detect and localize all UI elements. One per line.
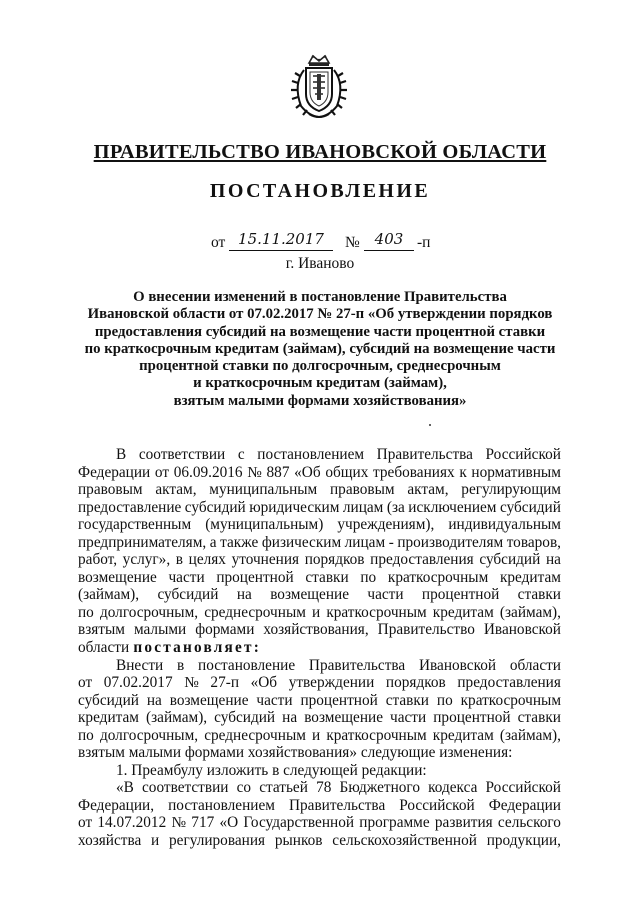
paragraph-quote — [78, 779, 561, 849]
number-underline — [364, 250, 414, 251]
word: № — [171, 814, 187, 832]
subject-line: предоставления субсидий на возмещение части процентной ставки — [94, 323, 546, 340]
government-title: ПРАВИТЕЛЬСТВО ИВАНОВСКОЙ ОБЛАСТИ — [93, 141, 547, 163]
subject-line: и краткосрочным кредитам (займам), — [193, 375, 447, 392]
body-line — [78, 464, 561, 482]
body-line — [78, 832, 561, 850]
word: «О — [219, 814, 239, 832]
word: сельского — [497, 814, 561, 832]
document-type: ПОСТАНОВЛЕНИЕ — [209, 180, 431, 202]
word: части — [256, 691, 293, 709]
word: нормативным — [471, 463, 561, 481]
word: исключением — [408, 498, 497, 516]
word: «Об — [250, 674, 278, 692]
word: предоставления — [370, 551, 474, 569]
word: статьей — [259, 779, 308, 797]
word: части — [168, 568, 205, 586]
number-prefix: № — [345, 234, 360, 251]
word: муниципальным — [209, 481, 318, 499]
body-line — [78, 534, 561, 552]
word: Федерации — [78, 463, 151, 481]
word: - — [388, 533, 394, 551]
word: среднесрочным — [204, 603, 306, 621]
word: формами — [195, 621, 255, 639]
word: правовым — [330, 481, 395, 499]
word: на — [282, 709, 298, 727]
body-line — [78, 499, 561, 517]
word: государственным — [78, 516, 192, 534]
word: постановлением — [168, 796, 275, 814]
word: краткосрочным — [387, 568, 489, 586]
stray-mark — [429, 424, 431, 426]
body-text: взятым малыми формами хозяйствования» следующие изменения: — [78, 744, 513, 762]
word: 14.07.2012 — [97, 814, 167, 832]
word: долгосрочным, — [99, 603, 199, 621]
body-line — [78, 551, 561, 569]
word: требованиях — [373, 463, 455, 481]
word: ставки — [305, 568, 349, 586]
word: долгосрочным, — [99, 726, 199, 744]
word: краткосрочным — [326, 726, 427, 744]
word: кредитам — [432, 603, 494, 621]
subject-line: Ивановской области от 07.02.2017 № 27-п «Об утверждении порядков — [87, 306, 553, 323]
word: процентной — [421, 586, 500, 604]
word: по — [360, 568, 377, 586]
word: рынков — [274, 832, 323, 850]
word: работ, — [78, 551, 118, 569]
body-line — [78, 481, 561, 499]
word: хозяйствования, — [263, 621, 369, 639]
word: взятым — [78, 621, 125, 639]
word: кредитам — [78, 709, 139, 727]
word: развития — [434, 814, 493, 832]
word: и — [151, 832, 160, 850]
word: процентной — [216, 568, 294, 586]
word: (займам), — [146, 709, 208, 727]
body-line — [78, 621, 561, 639]
word: Российской — [485, 446, 561, 463]
word: с — [237, 446, 245, 463]
document-subject — [80, 289, 560, 410]
word: от — [154, 463, 170, 481]
subject-line: взятым малыми формами хозяйствования» — [173, 392, 467, 409]
word: и — [312, 726, 321, 744]
date-underline — [229, 250, 333, 251]
word: субсидий — [157, 586, 219, 604]
word: целях — [188, 551, 226, 569]
body-line — [78, 586, 561, 604]
word: на — [146, 691, 162, 709]
body-line — [78, 516, 561, 534]
word: краткосрочным — [460, 691, 561, 709]
word: области — [509, 656, 561, 674]
word: услуг», — [122, 551, 171, 569]
date-prefix: от — [211, 234, 226, 251]
word: порядков — [385, 674, 446, 692]
word: возмещение — [169, 691, 249, 709]
number-suffix: -п — [417, 234, 431, 251]
word: также — [220, 533, 259, 551]
resolution-word: постановляет: — [133, 639, 262, 657]
word: 717 — [191, 814, 215, 832]
body-line — [78, 744, 561, 762]
word: Правительства — [376, 446, 473, 463]
word: Российской — [399, 796, 475, 814]
word: Внести — [116, 656, 164, 674]
body-text: области — [78, 639, 130, 657]
word: физическим — [261, 533, 342, 551]
body-line — [78, 727, 561, 745]
word: субсидий — [499, 498, 561, 516]
word: Российской — [485, 779, 561, 797]
word: в — [177, 656, 185, 674]
word: возмещение — [304, 709, 383, 727]
word: постановлением — [257, 446, 365, 463]
body-line — [78, 709, 561, 727]
item-1 — [78, 762, 561, 780]
word: субсидий — [479, 551, 541, 569]
word: № — [184, 674, 199, 692]
word: кредитам — [499, 568, 561, 586]
word: (муниципальным) — [205, 516, 324, 534]
coat-of-arms-icon — [287, 54, 351, 120]
word: товаров, — [506, 533, 561, 551]
word: регулирования — [169, 832, 266, 850]
word: процентной — [433, 709, 511, 727]
word: продукции, — [486, 832, 561, 850]
word: уточнения — [231, 551, 300, 569]
subject-line: процентной ставки по долгосрочным, среднесрочным — [139, 358, 501, 375]
word: субсидий — [78, 691, 139, 709]
word: от — [78, 814, 93, 832]
word: регулирующим — [461, 481, 561, 499]
word: части — [367, 586, 404, 604]
word: общих — [325, 463, 369, 481]
word: Федерации, — [78, 796, 155, 814]
word: на — [236, 586, 252, 604]
word: актам, — [407, 481, 449, 499]
word: Федерации — [488, 796, 561, 814]
word: хозяйства — [78, 832, 142, 850]
word: малыми — [133, 621, 187, 639]
document-number: 403 — [374, 230, 404, 248]
word: по — [78, 726, 94, 744]
word: 27-п — [210, 674, 239, 692]
word: по — [436, 691, 453, 709]
word: ставки — [517, 586, 561, 604]
word: индивидуальным — [448, 516, 561, 534]
word: учреждениям), — [337, 516, 435, 534]
body-line — [78, 569, 561, 587]
word: а — [209, 533, 217, 551]
word: лицам — [344, 533, 386, 551]
word: со — [236, 779, 252, 797]
word: предпринимателям, — [78, 533, 207, 551]
word: среднесрочным — [204, 726, 306, 744]
body-line — [78, 779, 561, 797]
document-body — [78, 446, 561, 850]
body-text: 1. Преамбулу изложить в следующей редакции: — [116, 761, 427, 779]
paragraph-preamble — [78, 446, 561, 657]
word: по — [78, 603, 94, 621]
word: соответствии — [142, 779, 229, 797]
word: правовым — [78, 481, 143, 499]
word: Ивановской — [483, 621, 561, 639]
word: и — [312, 603, 321, 621]
body-line — [78, 814, 561, 832]
word: краткосрочным — [326, 603, 427, 621]
word: программе — [359, 814, 430, 832]
word: соответствии — [138, 446, 226, 463]
body-line — [78, 604, 561, 622]
word: возмещение — [78, 568, 157, 586]
word: от — [78, 674, 93, 692]
document-date: 15.11.2017 — [238, 230, 324, 248]
word: сельскохозяйственной — [332, 832, 477, 850]
word: субсидий — [184, 498, 246, 516]
word: в — [175, 551, 184, 569]
word: Государственной — [243, 814, 355, 832]
city-name: г. Иваново — [285, 255, 355, 272]
subject-line: по краткосрочным кредитам (займам), субсидий на возмещение части — [84, 340, 556, 357]
word: (займам), — [78, 586, 140, 604]
word: (займам), — [499, 603, 561, 621]
word: № — [247, 463, 262, 481]
word: «В — [116, 779, 134, 797]
subject-line: О внесении изменений в постановление Правительства — [133, 289, 507, 305]
body-line — [78, 674, 561, 692]
body-line — [78, 657, 561, 675]
body-line — [78, 639, 561, 657]
word: предоставление — [78, 498, 182, 516]
word: процентной — [300, 691, 378, 709]
word: Правительства — [288, 796, 386, 814]
word: производителям — [397, 533, 504, 551]
word: (за — [386, 498, 405, 516]
word: на — [545, 551, 561, 569]
word: В — [116, 446, 127, 463]
word: возмещение — [270, 586, 349, 604]
word: кодекса — [428, 779, 478, 797]
word: к — [459, 463, 467, 481]
body-line — [78, 797, 561, 815]
word: предоставления — [457, 674, 561, 692]
word: Ивановской — [418, 656, 497, 674]
word: порядков — [304, 551, 365, 569]
paragraph-amendment — [78, 657, 561, 762]
word: 78 — [316, 779, 332, 797]
body-line — [78, 692, 561, 710]
word: утверждении — [288, 674, 375, 692]
word: Правительство — [377, 621, 475, 639]
word: «Об — [294, 463, 321, 481]
word: кредитам — [432, 726, 494, 744]
word: 07.02.2017 — [103, 674, 173, 692]
word: субсидий — [214, 709, 276, 727]
word: Правительства — [308, 656, 406, 674]
word: (займам), — [499, 726, 561, 744]
word: актам, — [155, 481, 197, 499]
word: 887 — [266, 463, 290, 481]
word: части — [390, 709, 427, 727]
word: Бюджетного — [339, 779, 420, 797]
word: юридическим — [249, 498, 340, 516]
word: лицам — [342, 498, 384, 516]
word: ставки — [517, 709, 561, 727]
word: постановление — [198, 656, 296, 674]
body-line — [78, 446, 561, 464]
word: ставки — [385, 691, 429, 709]
word: 06.09.2016 — [173, 463, 243, 481]
